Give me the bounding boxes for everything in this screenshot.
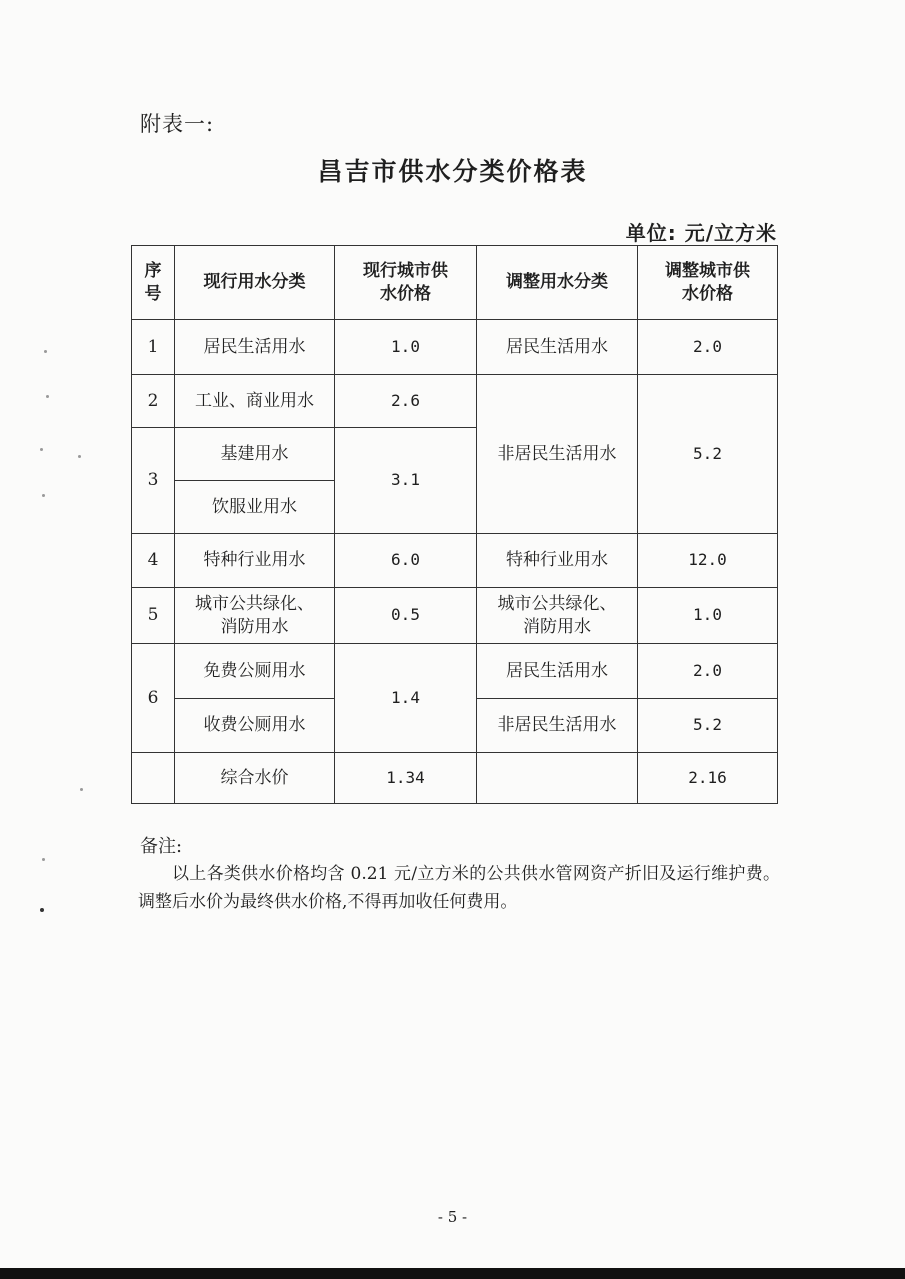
header-adjusted-category: 调整用水分类 — [477, 246, 638, 320]
current-category-cell: 综合水价 — [175, 753, 335, 804]
table-row — [132, 375, 778, 428]
scan-speck — [44, 350, 47, 353]
table-header-row — [132, 246, 778, 320]
page-title: 昌吉市供水分类价格表 — [317, 157, 588, 186]
table-row — [132, 320, 778, 375]
attachment-label: 附表一: — [140, 112, 215, 136]
adjusted-price-cell: 2.16 — [638, 753, 778, 804]
adjusted-category-cell — [477, 753, 638, 804]
row-seq: 3 — [132, 428, 175, 534]
current-category-cell: 饮服业用水 — [175, 481, 335, 534]
scan-speck — [40, 448, 43, 451]
table-row-total — [132, 753, 778, 804]
table-row — [132, 644, 778, 699]
current-price-cell: 1.4 — [335, 644, 477, 753]
scan-speck — [42, 858, 45, 861]
scan-speck — [46, 395, 49, 398]
current-category-cell: 工业、商业用水 — [175, 375, 335, 428]
adjusted-category-cell: 非居民生活用水 — [477, 699, 638, 753]
row-seq: 1 — [132, 320, 175, 375]
adjusted-price-cell: 5.2 — [638, 699, 778, 753]
adjusted-price-cell: 12.0 — [638, 534, 778, 588]
page-number: - 5 - — [437, 1208, 468, 1226]
adjusted-price-cell: 5.2 — [638, 375, 778, 534]
adjusted-category-cell: 城市公共绿化、 消防用水 — [477, 588, 638, 644]
scan-speck — [42, 494, 45, 497]
header-adjusted-price: 调整城市供 水价格 — [638, 246, 778, 320]
adjusted-category-cell: 非居民生活用水 — [477, 375, 638, 534]
current-category-cell: 居民生活用水 — [175, 320, 335, 375]
table-row — [132, 534, 778, 588]
scan-speck — [80, 788, 83, 791]
notes-label: 备注: — [140, 836, 183, 857]
current-price-cell: 3.1 — [335, 428, 477, 534]
row-seq — [132, 753, 175, 804]
water-price-table — [131, 245, 778, 804]
unit-label: 单位: 元/立方米 — [625, 221, 777, 245]
row-seq: 2 — [132, 375, 175, 428]
table-row — [132, 588, 778, 644]
notes-body: 以上各类供水价格均含 0.21 元/立方米的公共供水管网资产折旧及运行维护费。调整后水价为最终供水价格,不得再加收任何费用。 — [138, 864, 780, 912]
scan-bottom-edge — [0, 1268, 905, 1279]
row-seq: 4 — [132, 534, 175, 588]
current-category-cell: 免费公厕用水 — [175, 644, 335, 699]
current-price-cell: 0.5 — [335, 588, 477, 644]
adjusted-category-cell: 居民生活用水 — [477, 320, 638, 375]
adjusted-price-cell: 1.0 — [638, 588, 778, 644]
adjusted-price-cell: 2.0 — [638, 320, 778, 375]
current-price-cell: 6.0 — [335, 534, 477, 588]
row-seq: 6 — [132, 644, 175, 753]
current-category-cell: 城市公共绿化、 消防用水 — [175, 588, 335, 644]
adjusted-price-cell: 2.0 — [638, 644, 778, 699]
current-price-cell: 1.0 — [335, 320, 477, 375]
header-current-price: 现行城市供 水价格 — [335, 246, 477, 320]
current-category-cell: 基建用水 — [175, 428, 335, 481]
scan-speck — [40, 908, 44, 912]
current-price-cell: 2.6 — [335, 375, 477, 428]
header-seq: 序 号 — [132, 246, 175, 320]
adjusted-category-cell: 居民生活用水 — [477, 644, 638, 699]
header-current-category: 现行用水分类 — [175, 246, 335, 320]
scan-speck — [78, 455, 81, 458]
current-category-cell: 收费公厕用水 — [175, 699, 335, 753]
current-price-cell: 1.34 — [335, 753, 477, 804]
row-seq: 5 — [132, 588, 175, 644]
current-category-cell: 特种行业用水 — [175, 534, 335, 588]
adjusted-category-cell: 特种行业用水 — [477, 534, 638, 588]
